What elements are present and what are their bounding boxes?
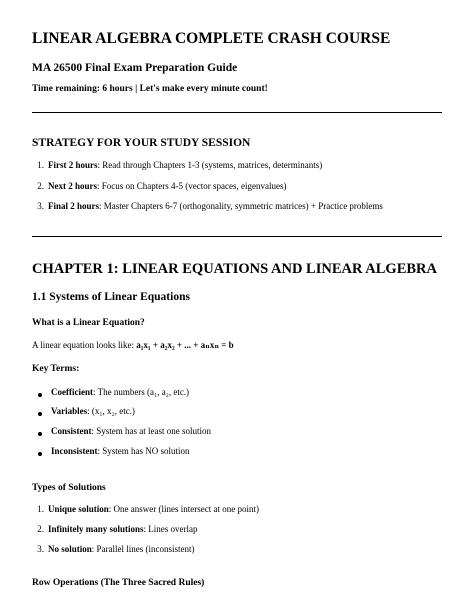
linear-equation-line <box>32 340 234 351</box>
key-term-bold: Variables <box>51 406 88 416</box>
chapter-heading: CHAPTER 1: LINEAR EQUATIONS AND LINEAR ALGEBRA <box>32 261 437 277</box>
strategy-item-text: : Focus on Chapters 4-5 (vector spaces, eigenvalues) <box>97 181 287 191</box>
bullet-icon <box>38 393 42 397</box>
solution-item-text: : One answer (lines intersect at one point) <box>108 504 259 514</box>
bullet-icon <box>38 452 42 456</box>
strategy-heading: STRATEGY FOR YOUR STUDY SESSION <box>32 137 251 149</box>
solution-item-text: : Lines overlap <box>143 524 198 534</box>
time-remaining-note: Time remaining: 6 hours | Let's make every minute count! <box>32 84 268 94</box>
key-term-bold: Coefficient <box>51 387 93 397</box>
list-number: 1. <box>37 504 44 514</box>
strategy-item-bold: Final 2 hours <box>48 201 100 211</box>
document-title: LINEAR ALGEBRA COMPLETE CRASH COURSE <box>32 30 391 47</box>
solution-item <box>32 544 195 554</box>
key-term-text: : System has at least one solution <box>91 426 212 436</box>
solution-item-bold: No solution <box>48 544 92 554</box>
linear-equation-formula: a₁x₁ + a₂x₂ + ... + aₙxₙ = b <box>136 340 234 350</box>
key-term-bold: Consistent <box>51 426 92 436</box>
strategy-item-text: : Master Chapters 6-7 (orthogonality, symmetric matrices) + Practice problems <box>99 201 383 211</box>
strategy-item <box>32 201 383 211</box>
strategy-item <box>32 160 322 170</box>
key-term-item <box>51 406 135 416</box>
list-number: 1. <box>37 160 44 170</box>
solution-item-text: : Parallel lines (inconsistent) <box>91 544 195 554</box>
strategy-item-bold: Next 2 hours <box>48 181 97 191</box>
key-term-item <box>51 446 190 456</box>
horizontal-divider <box>32 236 442 237</box>
subheading-what-is-linear: What is a Linear Equation? <box>32 318 145 328</box>
solution-item-bold: Unique solution <box>48 504 109 514</box>
list-number: 3. <box>37 201 44 211</box>
row-operations-heading: Row Operations (The Three Sacred Rules) <box>32 578 205 588</box>
key-term-item <box>51 387 189 397</box>
key-terms-heading: Key Terms: <box>32 364 80 374</box>
horizontal-divider <box>32 112 442 113</box>
solution-item <box>32 524 198 534</box>
document-subtitle: MA 26500 Final Exam Preparation Guide <box>32 62 238 74</box>
strategy-item-bold: First 2 hours <box>48 160 98 170</box>
solution-item <box>32 504 259 514</box>
types-of-solutions-heading: Types of Solutions <box>32 483 106 493</box>
list-number: 3. <box>37 544 44 554</box>
key-term-text: : The numbers (a₁, a₂, etc.) <box>92 387 190 397</box>
section-heading: 1.1 Systems of Linear Equations <box>32 291 190 303</box>
bullet-icon <box>38 432 42 436</box>
key-term-text: : (x₁, x₂, etc.) <box>87 406 135 416</box>
key-term-text: : System has NO solution <box>97 446 190 456</box>
linear-equation-text: A linear equation looks like: <box>32 340 137 350</box>
strategy-item <box>32 181 286 191</box>
list-number: 2. <box>37 181 44 191</box>
key-term-item <box>51 426 211 436</box>
key-term-bold: Inconsistent <box>51 446 98 456</box>
bullet-icon <box>38 412 42 416</box>
list-number: 2. <box>37 524 44 534</box>
strategy-item-text: : Read through Chapters 1-3 (systems, matrices, determinants) <box>97 160 323 170</box>
solution-item-bold: Infinitely many solutions <box>48 524 144 534</box>
